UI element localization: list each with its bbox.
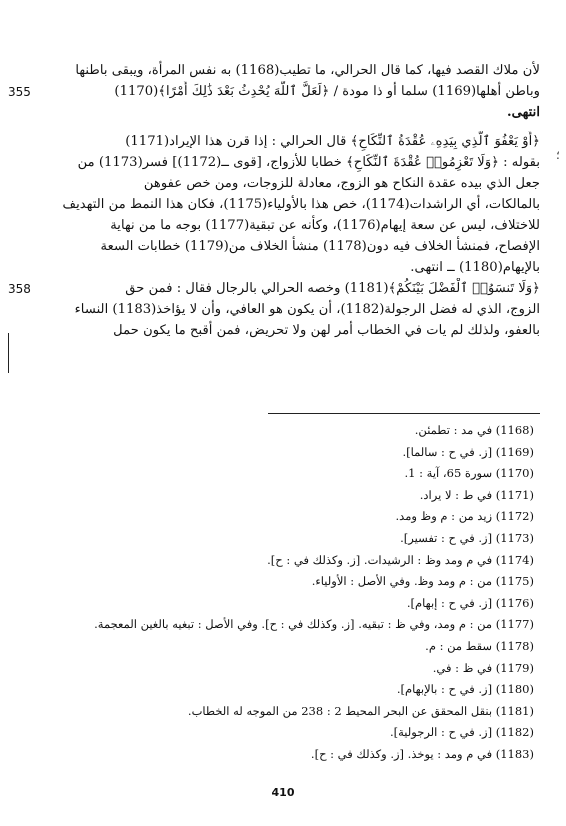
footnote: (1175) من : م ومد وظ. وفي الأصل : الأولياء. [311,574,534,589]
text-line: وباطن أهلها(1169) سلما أو ذا مودة / ﴿لَعَلَّ ٱللَّهَ يُحْدِثُ بَعْدَ ذَٰلِكَ أَمْرًا﴾(1170) [114,84,540,99]
verse-number: 358 [8,282,31,296]
footnote: (1170) سورة 65، آية : 1. [404,466,534,481]
text-line: انتهى. [507,105,540,120]
footnotes [54,420,534,766]
text-line: بالمالكات، أي الراشدات(1174)، خص هذا بالأولياء(1175)، فكان هذا النمط من التهديف [62,197,540,212]
text-line: للاختلاف، ليس عن سعة إيهام(1176)، وكأنه عن تبقية(1177) بوجه ما من نهاية [110,218,540,233]
text-line: ﴿أَوْ يَعْفُوَ ٱلَّذِي بِيَدِهِۦ عُقْدَةُ ٱلنِّكَاحِ﴾ قال الحرالي : إذا قرن هذا الإيراد(1171) [125,134,540,149]
text-line: بقوله : ﴿وَلَا تَعْزِمُوا۟ عُقْدَةَ ٱلنِّكَاحِ﴾ خطابا للأزواج، [قوى ــ(1172)] فسر(1173) من [77,155,540,170]
footnote: (1174) في م ومد وظ : الرشيدات. [ز. وكذلك في : ح]. [267,552,534,567]
text-line: بالعفو، ولذلك لم يات في الخطاب أمر لهن ولا تحريض، فمن أقبح ما يكون حمل [113,323,540,338]
footnote: (1179) في ظ : في. [432,660,534,675]
text-line: الإفصاح، فمنشأ الخلاف فيه دون(1178) منشأ الخلاف من(1179) خطابات السعة [100,239,540,254]
paragraph-gap [20,123,540,131]
verse-number: 355 [8,85,31,99]
footnote: (1182) [ز. في ح : الرجولية]. [390,725,534,740]
text-line: لأن ملاك القصد فيها، كما قال الحرالي، ما تطيب(1168) به نفس المرأة، ويبقى باطنها [75,63,540,78]
footnote: (1181) بنقل المحقق عن البحر المحيط 2 : 238 من الموجه له الخطاب. [187,703,534,718]
main-text [8,60,540,341]
margin-mark: ؛ [556,148,560,162]
footnote: (1168) في مد : تطمئن. [414,423,534,437]
footnote: (1169) [ز. في ح : سالما]. [402,444,534,459]
text-line: ﴿وَلَا تَنسَوُا۟ ٱلْفَضْلَ بَيْنَكُمْ﴾(1181) وخصه الحرالي بالرجال فقال : فمن حق [125,281,540,296]
footnote: (1171) في ط : لا يراد. [419,487,534,502]
text-line: جعل الذي بيده عقدة النكاح هو الزوج، معادلة للزوجات، ومن خص عفوهن [143,176,540,191]
footnote: (1173) [ز. في ح : تفسير]. [400,530,534,545]
page-number: 410 [271,786,295,799]
footnote: (1177) من : م ومد، وفي ظ : تبقيه. [ز. وكذلك في : ح]. وفي الأصل : تبغيه بالغين المعجمة. [94,617,534,632]
text-line: الزوج، الذي له فضل الرجولة(1182)، أن يكون هو العافي، وأن لا يؤاخذ(1183) النساء [74,302,540,317]
footnote: (1180) [ز. في ح : بالإبهام]. [396,682,534,697]
footnote: (1176) [ز. في ح : إبهام]. [406,595,534,610]
footnote: (1172) زيد من : م وظ ومد. [395,509,534,524]
text-line: بالإيهام(1180) ــ انتهى. [410,260,540,275]
footnote: (1183) في م ومد : يوخذ. [ز. وكذلك في : ح]. [310,746,534,761]
footnote: (1178) سقط من : م. [425,638,534,653]
footnote-separator [268,413,540,414]
margin-vertical-line [8,333,9,373]
